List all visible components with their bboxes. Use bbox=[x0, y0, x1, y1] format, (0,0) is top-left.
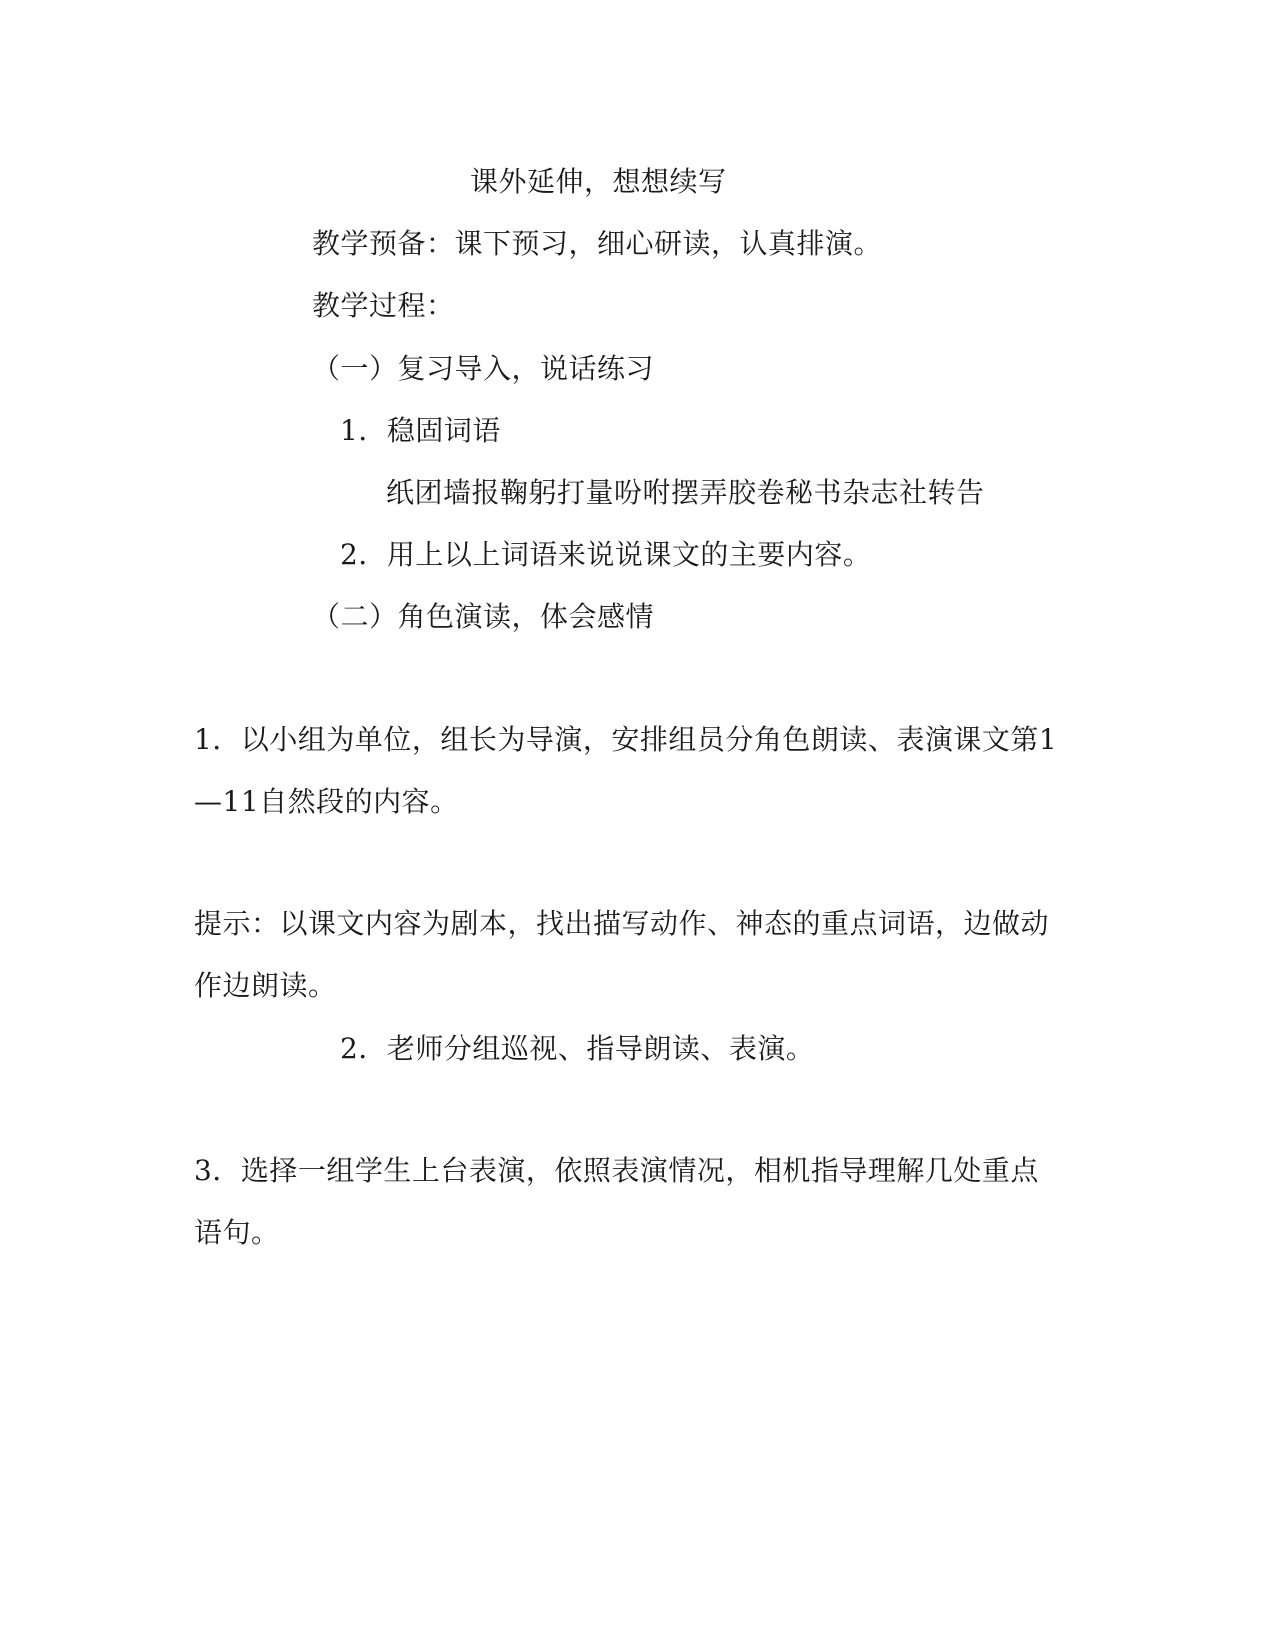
line-14: 3．选择一组学生上台表演，依照表演情况，相机指导理解几处重点 bbox=[194, 1154, 1039, 1187]
line-9: 1．以小组为单位，组长为导演，安排组员分角色朗读、表演课文第1 bbox=[194, 723, 1058, 756]
line-11: 提示：以课文内容为剧本，找出描写动作、神态的重点词语，边做动 bbox=[194, 907, 1050, 940]
line-3: 教学过程： bbox=[312, 289, 455, 322]
line-4: （一）复习导入，说话练习 bbox=[312, 352, 655, 385]
line-5: 1．稳固词语 bbox=[340, 414, 501, 447]
line-7: 2．用上以上词语来说说课文的主要内容。 bbox=[340, 538, 872, 571]
line-12: 作边朗读。 bbox=[194, 969, 337, 1002]
line-6: 纸团墙报鞠躬打量吩咐摆弄胶卷秘书杂志社转告 bbox=[386, 476, 985, 509]
line-2: 教学预备：课下预习，细心研读，认真排演。 bbox=[312, 227, 883, 260]
line-10: —11自然段的内容。 bbox=[194, 785, 459, 818]
line-15: 语句。 bbox=[194, 1216, 280, 1249]
line-13: 2．老师分组巡视、指导朗读、表演。 bbox=[340, 1032, 815, 1065]
line-1: 课外延伸，想想续写 bbox=[470, 165, 727, 198]
line-8: （二）角色演读，体会感情 bbox=[312, 600, 655, 633]
